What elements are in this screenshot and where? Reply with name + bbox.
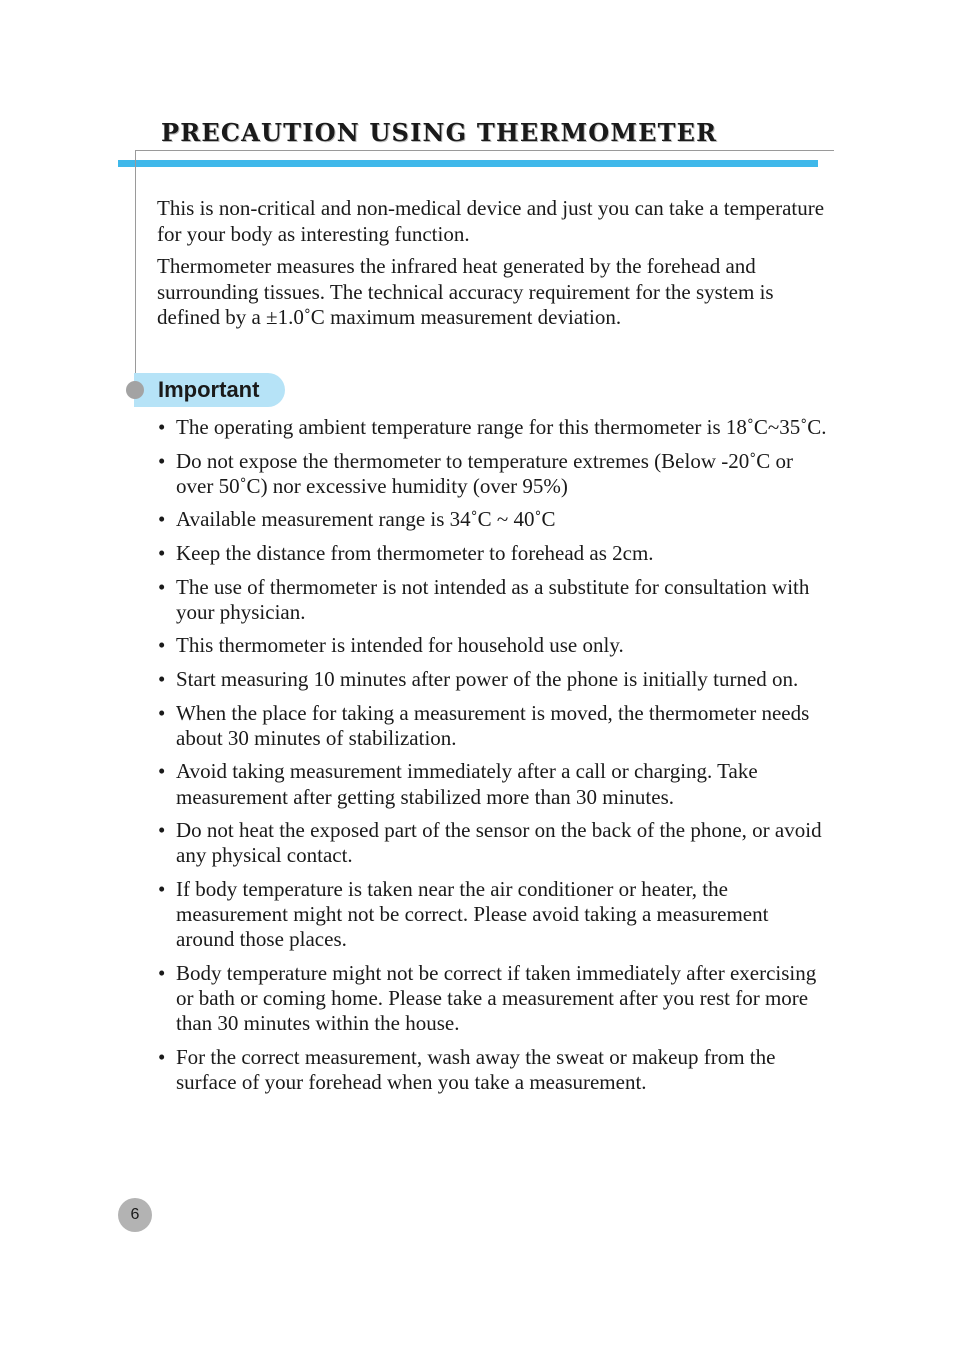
section-side-rule [135, 150, 136, 380]
intro-paragraph: Thermometer measures the infrared heat generated by the forehead and surrounding tissues. The technical accuracy requirement for the system is defined by a ±1.0˚C maximum measurement deviation. [157, 254, 774, 329]
list-item [158, 667, 828, 692]
bullet-circle-icon [126, 381, 144, 399]
title-accent-bar [118, 160, 818, 167]
bullet-icon: • [158, 666, 166, 691]
intro-section [157, 196, 827, 338]
list-item-text: Body temperature might not be correct if taken immediately after exercising or bath or coming home. Please take a measurement after you rest for more than 30 minutes within the house. [176, 960, 817, 1036]
page-number-badge: 6 [118, 1198, 152, 1232]
list-item-text: Avoid taking measurement immediately after a call or charging. Take measurement after getting stabilized more than 30 minutes. [176, 759, 758, 809]
bullet-icon: • [158, 540, 166, 565]
list-item-text: For the correct measurement, wash away the sweat or makeup from the surface of your forehead when you take a measurement. [176, 1044, 776, 1095]
bullet-icon: • [158, 633, 166, 658]
page-title: PRECAUTION USING THERMOMETER [161, 118, 718, 147]
list-item-text: Do not expose the thermometer to temperature extremes (Below -20˚C or over 50˚C) nor excessive humidity (over 95%) [176, 448, 793, 498]
list-item [158, 759, 828, 809]
list-item [158, 961, 828, 1037]
list-item [158, 449, 828, 499]
bullet-icon: • [158, 1044, 166, 1069]
list-item-text: Keep the distance from thermometer to forehead as 2cm. [176, 540, 654, 565]
bullet-icon: • [158, 960, 166, 985]
bullet-icon: • [158, 759, 166, 784]
list-item-text: The use of thermometer is not intended as a substitute for consultation with your physician. [176, 574, 810, 624]
list-item [158, 1045, 828, 1095]
list-item-text: This thermometer is intended for household use only. [176, 633, 624, 658]
bullet-icon: • [158, 507, 166, 532]
list-item-text: If body temperature is taken near the air conditioner or heater, the measurement might not be correct. Please avoid taking a measurement around those places. [176, 876, 769, 952]
list-item [158, 507, 828, 532]
bullet-icon: • [158, 574, 166, 599]
bullet-icon: • [158, 700, 166, 725]
list-item-text: Start measuring 10 minutes after power of the phone is initially turned on. [176, 666, 799, 691]
list-item [158, 701, 828, 751]
bullet-icon: • [158, 415, 166, 439]
list-item [158, 415, 828, 440]
bullet-icon: • [158, 818, 166, 843]
bullet-icon: • [158, 876, 166, 901]
important-heading: Important [158, 377, 260, 402]
intro-paragraph: This is non-critical and non-medical device and just you can take a temperature for your body as interesting function. [157, 196, 825, 246]
list-item [158, 541, 828, 566]
list-item-text: When the place for taking a measurement is moved, the thermometer needs about 30 minutes of stabilization. [176, 700, 810, 750]
list-item [158, 877, 828, 953]
bullet-icon: • [158, 448, 166, 473]
list-item-text: The operating ambient temperature range for this thermometer is 18˚C~35˚C. [176, 415, 827, 439]
important-list [158, 415, 828, 1104]
list-item [158, 818, 828, 868]
title-underline [135, 150, 834, 151]
list-item [158, 633, 828, 658]
list-item-text: Available measurement range is 34˚C ~ 40˚C [176, 507, 556, 532]
list-item-text: Do not heat the exposed part of the sensor on the back of the phone, or avoid any physical contact. [176, 818, 822, 868]
list-item [158, 575, 828, 625]
